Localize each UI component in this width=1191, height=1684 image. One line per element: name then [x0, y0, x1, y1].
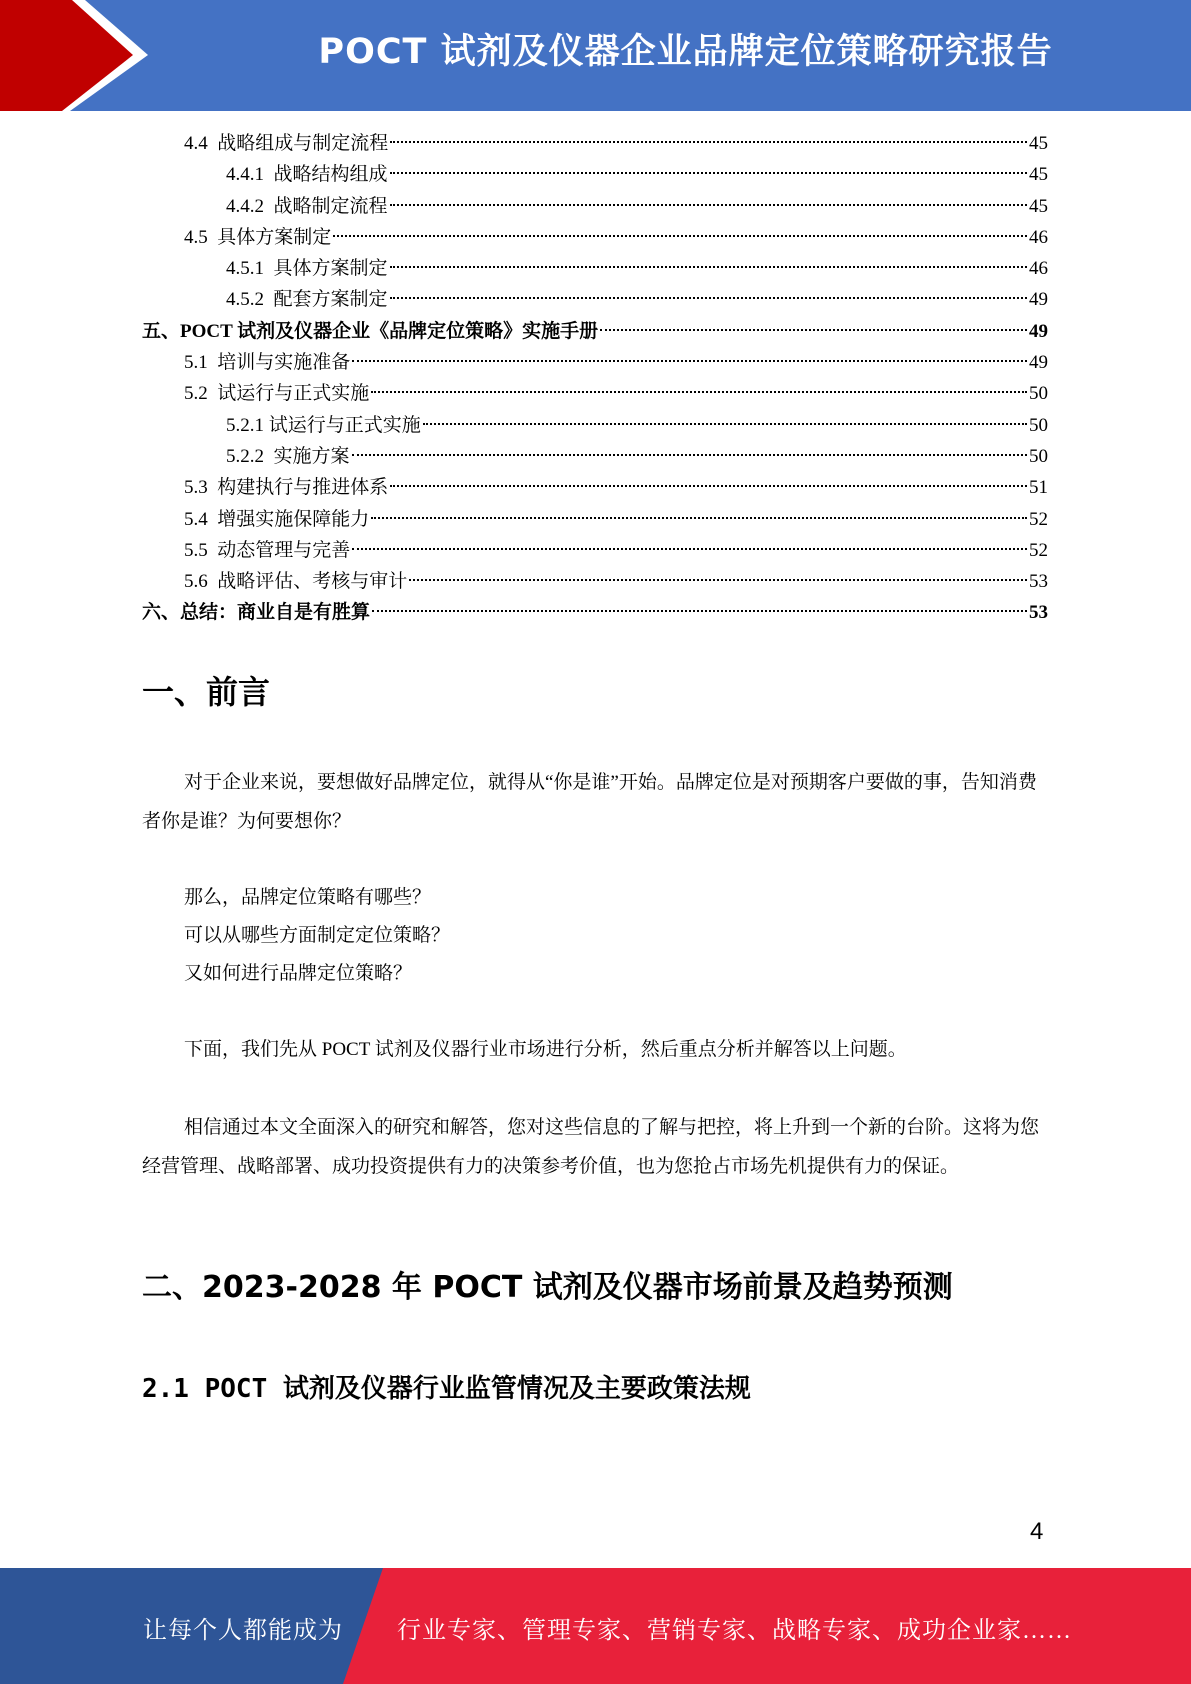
toc-entry-page: 49	[1029, 289, 1048, 311]
toc-leader-dots	[409, 579, 1027, 581]
footer-slogan-left: 让每个人都能成为	[143, 1618, 343, 1644]
toc-entry-page: 45	[1029, 195, 1048, 217]
toc-entry-title: 5.4 增强实施保障能力	[184, 508, 370, 530]
toc-leader-dots	[371, 391, 1027, 393]
toc-entry-title: 5.2.2 实施方案	[226, 445, 350, 467]
toc-leader-dots	[352, 454, 1027, 456]
toc-entry[interactable]	[142, 378, 1048, 409]
toc-entry[interactable]	[142, 159, 1048, 190]
toc-entry-page: 53	[1029, 571, 1048, 593]
toc-entry-page: 50	[1029, 445, 1048, 467]
toc-entry-title: 4.4.2 战略制定流程	[226, 195, 388, 217]
toc-leader-dots	[390, 485, 1027, 487]
toc-entry-page: 53	[1029, 602, 1048, 624]
toc-entry[interactable]	[142, 128, 1048, 159]
toc-leader-dots	[333, 235, 1027, 237]
toc-leader-dots	[600, 329, 1027, 331]
toc-entry-title: 4.5.2 配套方案制定	[226, 289, 388, 311]
toc-entry[interactable]	[142, 253, 1048, 284]
toc-entry-page: 51	[1029, 477, 1048, 499]
toc-leader-dots	[423, 423, 1027, 425]
toc-entry-title: 4.4.1 战略结构组成	[226, 164, 388, 186]
toc-leader-dots	[390, 141, 1027, 143]
toc-entry-title: 4.4 战略组成与制定流程	[184, 133, 389, 154]
toc-leader-dots	[371, 517, 1027, 519]
section-heading-market-outlook: 二、2023-2028 年 POCT 试剂及仪器市场前景及趋势预测	[142, 1270, 953, 1305]
toc-entry-title: 5.1 培训与实施准备	[184, 352, 351, 374]
toc-entry-page: 50	[1029, 414, 1048, 436]
subsection-heading-regulation: 2.1 POCT 试剂及仪器行业监管情况及主要政策法规	[142, 1374, 751, 1404]
page-footer	[0, 1568, 1191, 1684]
toc-entry-page: 49	[1029, 352, 1048, 374]
question-line-2: 可以从哪些方面制定定位策略？	[184, 925, 451, 946]
toc-entry-title: 4.5.1 具体方案制定	[226, 258, 388, 280]
toc-entry-title: 5.6 战略评估、考核与审计	[184, 571, 408, 593]
question-line-1: 那么，品牌定位策略有哪些？	[184, 887, 432, 908]
toc-leader-dots	[352, 360, 1027, 362]
toc-leader-dots	[372, 610, 1027, 612]
toc-entry-title: 5.2 试运行与正式实施	[184, 383, 370, 405]
toc-entry[interactable]	[142, 441, 1048, 472]
toc-entry[interactable]	[142, 222, 1048, 253]
toc-entry-page: 46	[1029, 226, 1048, 248]
toc-entry-page: 50	[1029, 383, 1048, 405]
toc-entry[interactable]	[142, 472, 1048, 503]
toc-entry-title: 五、POCT 试剂及仪器企业《品牌定位策略》实施手册	[142, 320, 599, 342]
toc-entry-page: 49	[1029, 320, 1048, 342]
toc-entry-title: 六、总结：商业自是有胜算	[142, 602, 371, 624]
toc-entry[interactable]	[142, 316, 1048, 347]
toc-entry-title: 5.2.1 试运行与正式实施	[226, 414, 421, 436]
preface-paragraph-1: 对于企业来说，要想做好品牌定位，就得从“你是谁”开始。品牌定位是对预期客户要做的事，告知消费者你是谁？为何要想你？	[142, 772, 1037, 832]
toc-entry-page: 52	[1029, 508, 1048, 530]
toc-leader-dots	[390, 172, 1027, 174]
toc-entry[interactable]	[142, 191, 1048, 222]
toc-entry[interactable]	[142, 504, 1048, 535]
toc-leader-dots	[352, 548, 1027, 550]
table-of-contents	[142, 128, 1048, 629]
preface-paragraph-3: 相信通过本文全面深入的研究和解答，您对这些信息的了解与把控，将上升到一个新的台阶。这将为您经营管理、战略部署、成功投资提供有力的决策参考价值，也为您抢占市场先机提供有力的保证。	[142, 1117, 1040, 1177]
page-header	[0, 0, 1191, 111]
toc-entry[interactable]	[142, 410, 1048, 441]
toc-leader-dots	[390, 266, 1027, 268]
toc-entry-page: 45	[1029, 133, 1048, 154]
section-heading-preface: 一、前言	[142, 673, 271, 711]
toc-entry[interactable]	[142, 597, 1048, 628]
toc-entry[interactable]	[142, 284, 1048, 315]
header-title: POCT 试剂及仪器企业品牌定位策略研究报告	[318, 32, 1053, 72]
toc-entry-title: 5.5 动态管理与完善	[184, 539, 351, 561]
toc-leader-dots	[390, 297, 1027, 299]
toc-entry[interactable]	[142, 566, 1048, 597]
page-number: 4	[1030, 1518, 1044, 1545]
toc-entry-page: 52	[1029, 539, 1048, 561]
toc-entry-page: 46	[1029, 258, 1048, 280]
footer-slogan-right: 行业专家、管理专家、营销专家、战略专家、成功企业家……	[397, 1618, 1072, 1644]
toc-entry[interactable]	[142, 347, 1048, 378]
toc-entry-title: 5.3 构建执行与推进体系	[184, 477, 389, 499]
toc-entry-page: 45	[1029, 164, 1048, 186]
preface-paragraph-2: 下面，我们先从 POCT 试剂及仪器行业市场进行分析，然后重点分析并解答以上问题。	[184, 1039, 907, 1060]
toc-entry-title: 4.5 具体方案制定	[184, 226, 332, 248]
toc-entry[interactable]	[142, 535, 1048, 566]
question-line-3: 又如何进行品牌定位策略？	[184, 963, 413, 984]
toc-leader-dots	[390, 204, 1027, 206]
